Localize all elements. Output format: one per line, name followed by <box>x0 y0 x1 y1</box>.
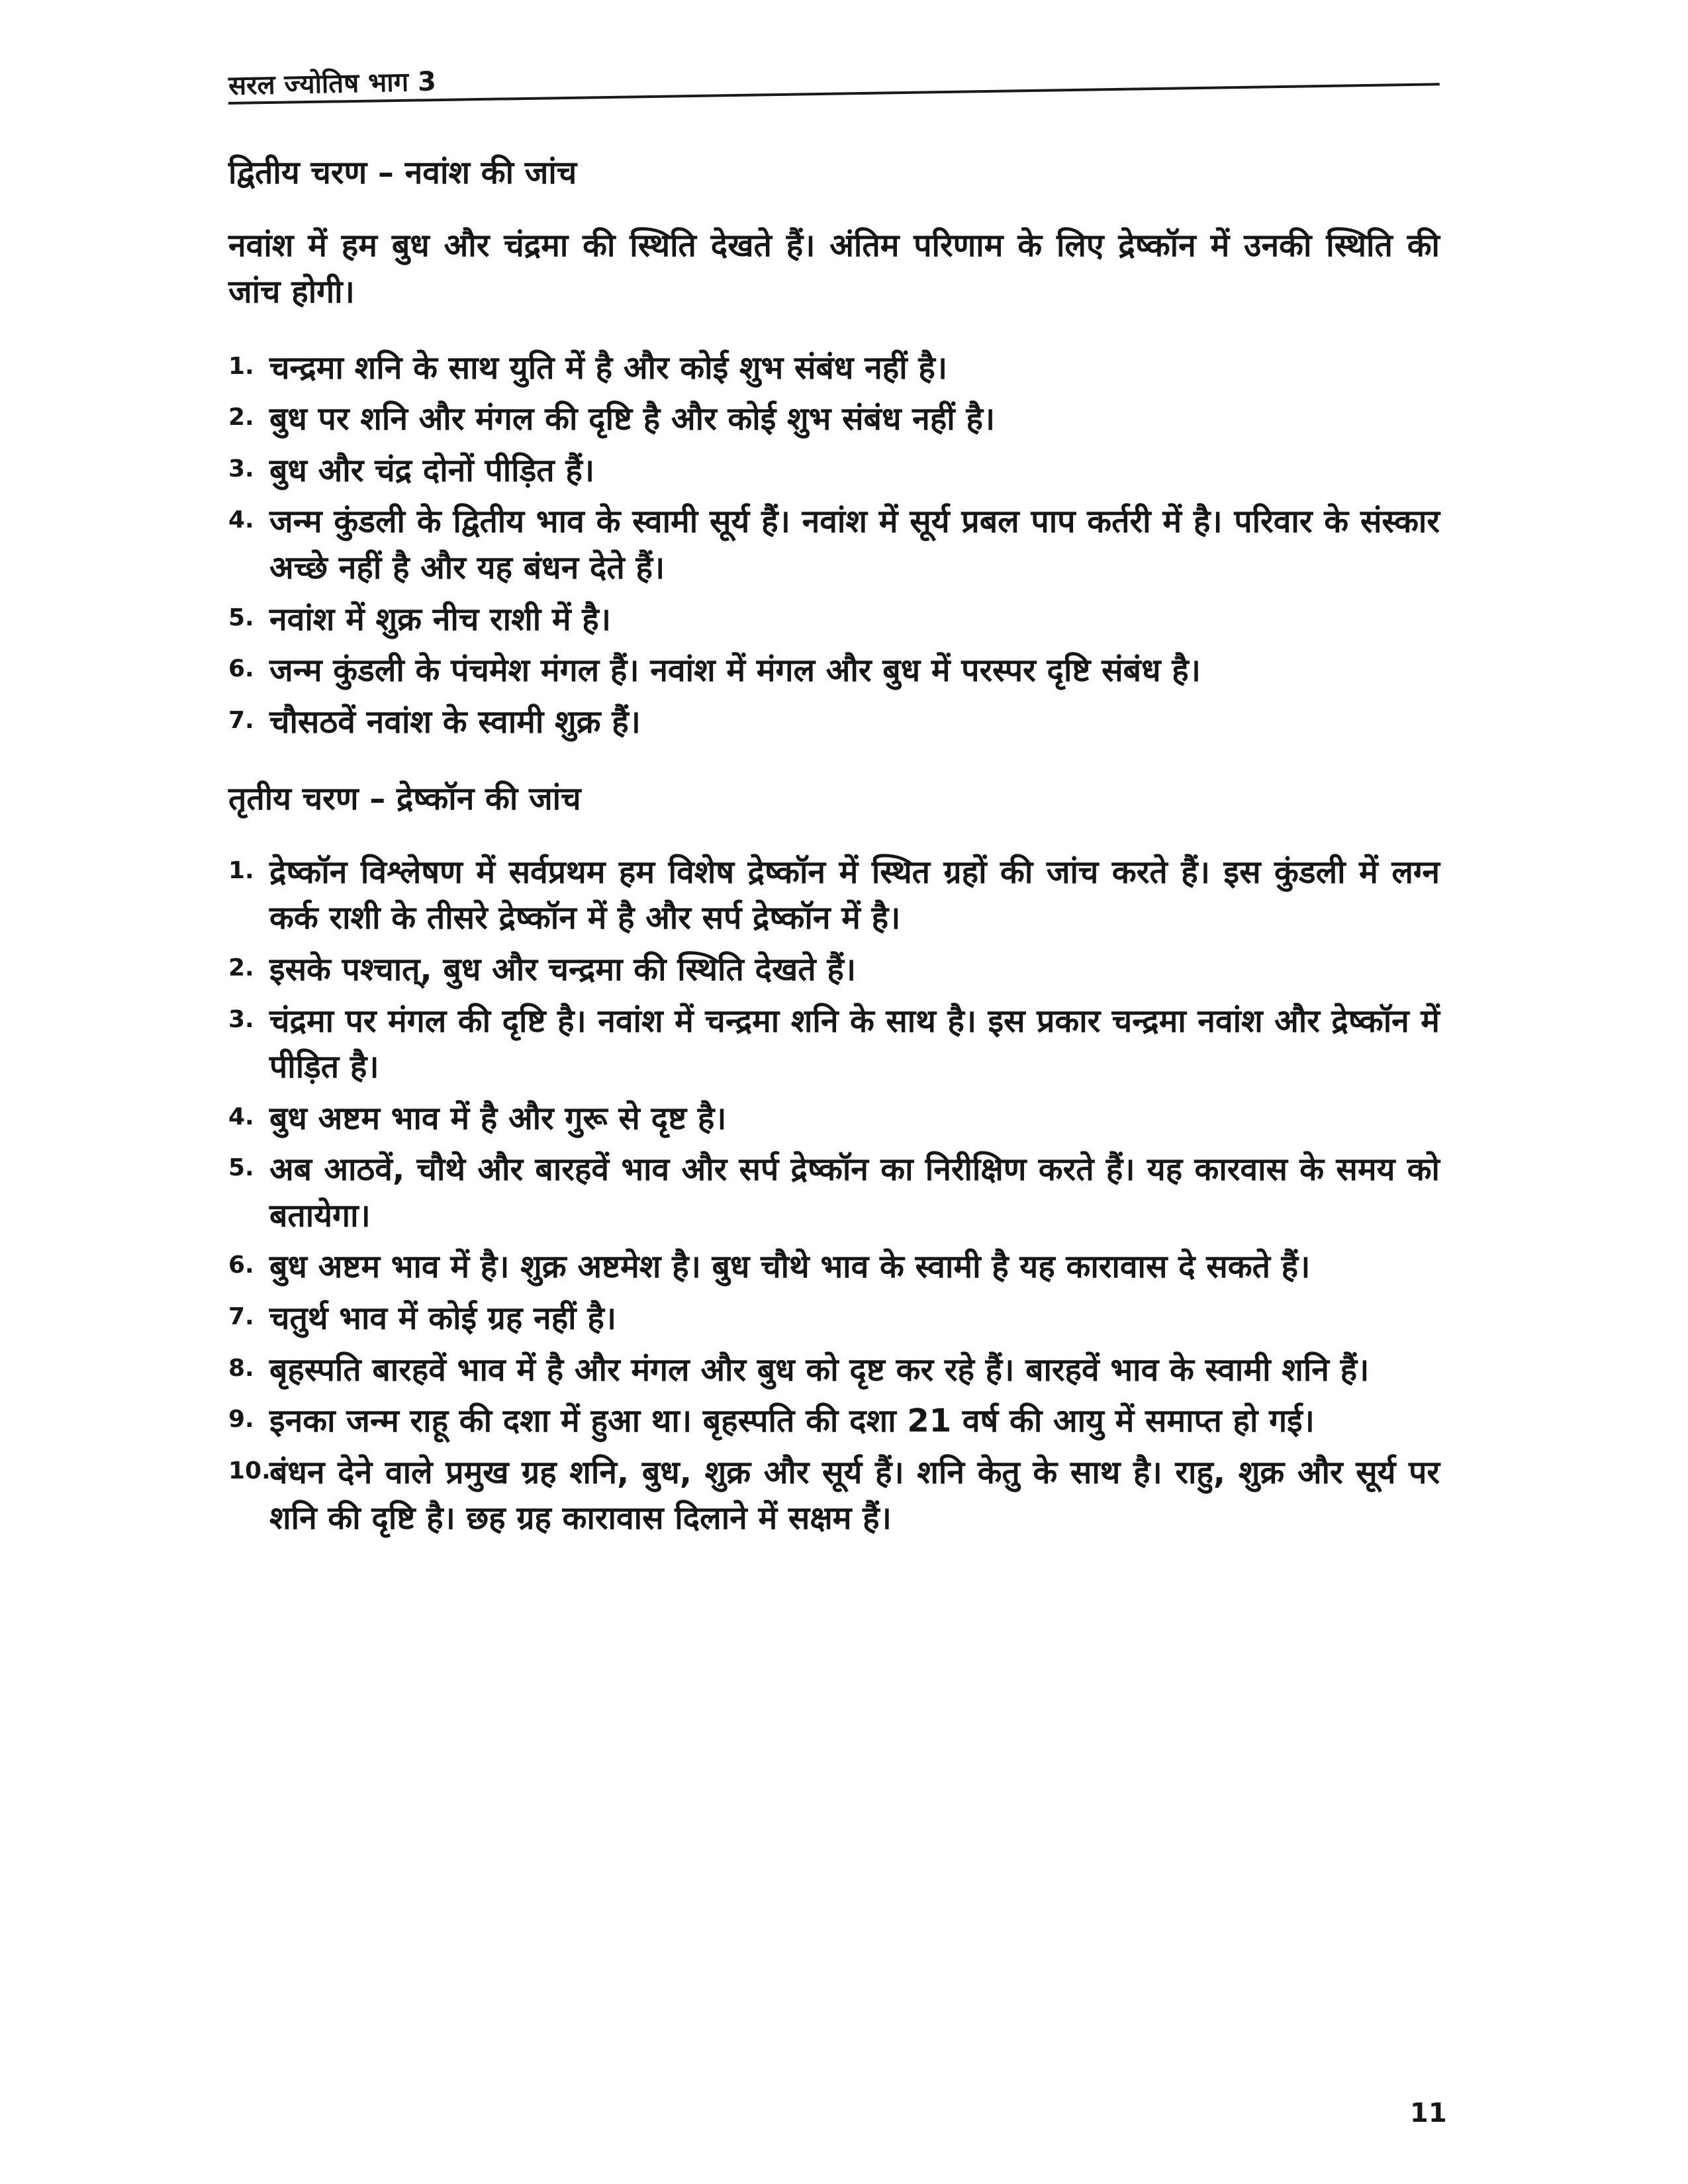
list-item <box>228 999 1440 1091</box>
section-heading-navamsha: द्वितीय चरण – नवांश की जांच <box>228 154 577 191</box>
list-item <box>228 1347 1440 1394</box>
book-title: सरल ज्योतिष भाग 3 <box>228 66 437 101</box>
item-number: 7. <box>228 1303 254 1331</box>
list-item <box>228 448 1440 494</box>
list-item <box>228 947 1440 993</box>
list-item <box>228 597 1440 643</box>
item-text: चौसठवें नवांश के स्वामी शुक्र हैं। <box>269 703 641 741</box>
list-item <box>228 850 1440 942</box>
list-item <box>228 396 1440 443</box>
list-item <box>228 1244 1440 1291</box>
item-number: 9. <box>228 1406 254 1433</box>
item-text: बृहस्पति बारहवें भाव में है और मंगल और बुध को दृष्ट कर रहे हैं। बारहवें भाव के स्वामी शनि हैं। <box>269 1351 1370 1388</box>
item-number: 3. <box>228 455 254 482</box>
item-text: चंद्रमा पर मंगल की दृष्टि है। नवांश में चन्द्रमा शनि के साथ है। इस प्रकार चन्द्रमा नवांश और द्रेष्कॉन में पीड़ित है। <box>269 1002 1440 1086</box>
item-number: 5. <box>228 604 254 631</box>
item-number: 2. <box>228 954 254 981</box>
item-number: 1. <box>228 856 254 884</box>
list-item <box>228 648 1440 694</box>
list-item <box>228 1147 1440 1239</box>
item-text: बुध पर शनि और मंगल की दृष्टि है और कोई शुभ संबंध नहीं है। <box>269 400 996 438</box>
item-text: बुध अष्टम भाव में है और गुरू से दृष्ट है। <box>269 1099 727 1137</box>
item-number: 7. <box>228 706 254 734</box>
item-text: चन्द्रमा शनि के साथ युति में है और कोई शुभ संबंध नहीं है। <box>269 349 948 387</box>
item-number: 6. <box>228 655 254 683</box>
item-number: 1. <box>228 352 254 380</box>
list-item <box>228 1398 1440 1445</box>
navamsha-list <box>228 345 1440 746</box>
item-number: 3. <box>228 1005 254 1033</box>
item-text: बंधन देने वाले प्रमुख ग्रह शनि, बुध, शुक्र और सूर्य हैं। शनि केतु के साथ है। राहु, शुक्र और सूर्य पर शनि की दृष्टि है। छह ग्रह कारावास दिलाने में सक्षम हैं। <box>269 1453 1440 1537</box>
item-text: बुध और चंद्र दोनों पीड़ित हैं। <box>269 451 595 489</box>
item-number: 10. <box>228 1457 271 1484</box>
page-number: 11 <box>1410 2098 1447 2128</box>
item-number: 5. <box>228 1154 254 1182</box>
section-heading-dreshkon: तृतीय चरण – द्रेष्कॉन की जांच <box>228 780 581 818</box>
item-text: चतुर्थ भाव में कोई ग्रह नहीं है। <box>269 1300 617 1338</box>
item-number: 2. <box>228 404 254 432</box>
page-content <box>228 152 1440 1575</box>
item-number: 4. <box>228 506 254 534</box>
list-item <box>228 1450 1440 1542</box>
item-text: द्रेष्कॉन विश्लेषण में सर्वप्रथम हम विशेष द्रेष्कॉन में स्थित ग्रहों की जांच करते हैं। इस कुंडली में लग्न कर्क राशी के तीसरे द्रेष्कॉन में है और सर्प द्रेष्कॉन में है। <box>269 853 1440 937</box>
list-item <box>228 1096 1440 1142</box>
intro-paragraph: नवांश में हम बुध और चंद्रमा की स्थिति देखते हैं। अंतिम परिणाम के लिए द्रेष्कॉन में उनकी स्थिति की जांच होगी। <box>228 227 1440 310</box>
list-item <box>228 345 1440 392</box>
list-item <box>228 499 1440 591</box>
list-item <box>228 700 1440 746</box>
item-number: 4. <box>228 1103 254 1130</box>
item-text: नवांश में शुक्र नीच राशी में है। <box>269 600 611 638</box>
item-number: 8. <box>228 1354 254 1382</box>
dreshkon-list <box>228 850 1440 1542</box>
item-text: बुध अष्टम भाव में है। शुक्र अष्टमेश है। बुध चौथे भाव के स्वामी है यह कारावास दे सकते हैं। <box>269 1248 1311 1286</box>
item-number: 6. <box>228 1251 254 1279</box>
item-text: अब आठवें, चौथे और बारहवें भाव और सर्प द्रेष्कॉन का निरीक्षिण करते हैं। यह कारवास के समय को बतायेगा। <box>269 1151 1440 1234</box>
item-text: इसके पश्चात्, बुध और चन्द्रमा की स्थिति देखते हैं। <box>269 950 857 988</box>
running-header <box>228 61 1440 107</box>
list-item <box>228 1296 1440 1342</box>
item-text: जन्म कुंडली के द्वितीय भाव के स्वामी सूर्य हैं। नवांश में सूर्य प्रबल पाप कर्तरी में है। परिवार के संस्कार अच्छे नहीं है और यह बंधन देते हैं। <box>269 503 1440 586</box>
item-text: जन्म कुंडली के पंचमेश मंगल हैं। नवांश में मंगल और बुध में परस्पर दृष्टि संबंध है। <box>269 652 1201 690</box>
item-text: इनका जन्म राहू की दशा में हुआ था। बृहस्पति की दशा 21 वर्ष की आयु में समाप्त हो गई। <box>269 1402 1315 1440</box>
